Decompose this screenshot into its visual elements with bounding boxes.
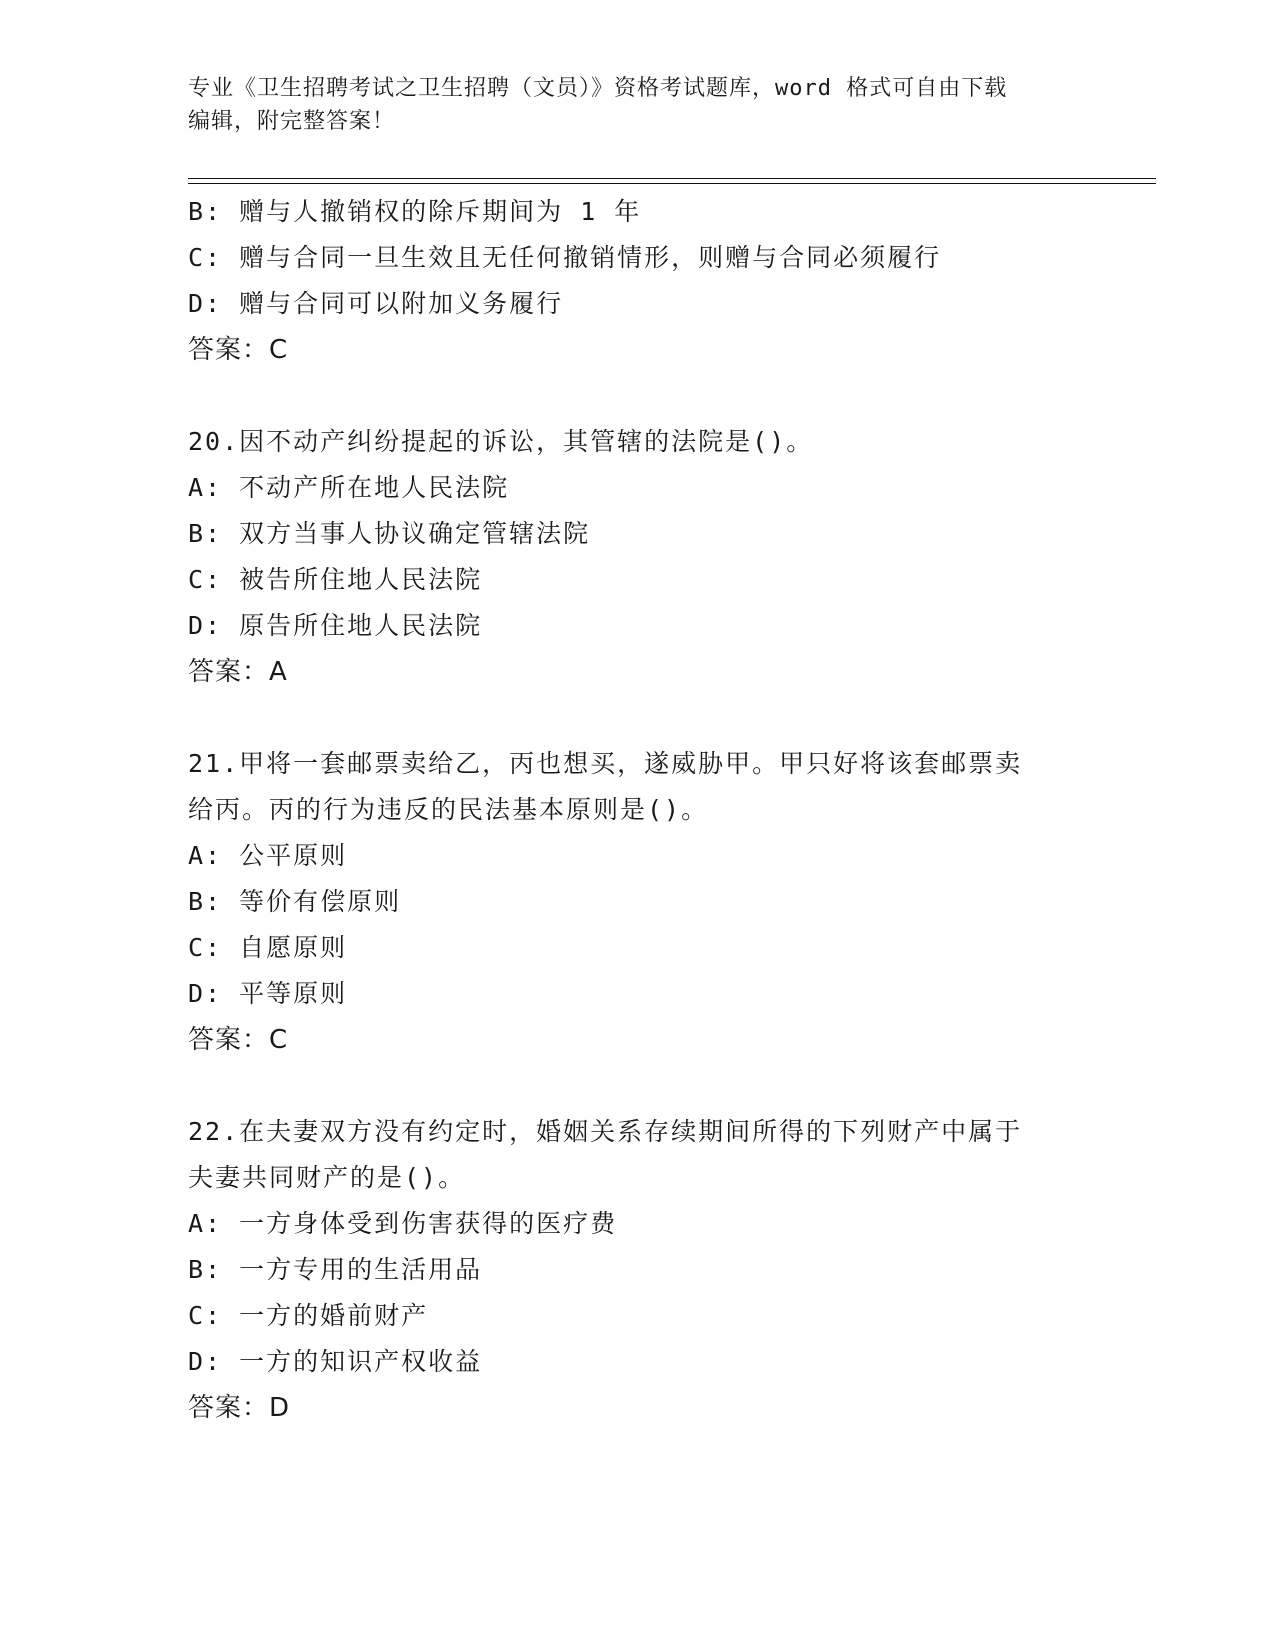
option-d: D: 赠与合同可以附加义务履行 [188, 289, 564, 318]
option-c: C: 自愿原则 [188, 933, 348, 962]
option-c: C: 赠与合同一旦生效且无任何撤销情形，则赠与合同必须履行 [188, 243, 942, 272]
question-stem: 20.因不动产纠纷提起的诉讼，其管辖的法院是()。 [188, 427, 814, 456]
question-20 [188, 419, 1148, 695]
question-stem-continued: 给丙。丙的行为违反的民法基本原则是()。 [188, 795, 709, 824]
option-a: A: 不动产所在地人民法院 [188, 473, 510, 502]
header-divider-bottom [188, 183, 1156, 184]
answer: 答案：C [188, 1025, 289, 1055]
option-b: B: 双方当事人协议确定管辖法院 [188, 519, 591, 548]
question-list [188, 189, 1148, 1431]
question-21 [188, 741, 1148, 1063]
question-stem: 22.在夫妻双方没有约定时，婚姻关系存续期间所得的下列财产中属于 [188, 1117, 1023, 1146]
option-b: B: 等价有偿原则 [188, 887, 402, 916]
spacer [188, 1063, 1148, 1109]
option-b: B: 一方专用的生活用品 [188, 1255, 483, 1284]
document-header [188, 72, 1088, 138]
question-22 [188, 1109, 1148, 1431]
spacer [188, 695, 1148, 741]
question-19-continued [188, 189, 1148, 373]
answer: 答案：C [188, 335, 289, 365]
question-stem-continued: 夫妻共同财产的是()。 [188, 1163, 466, 1192]
option-d: D: 一方的知识产权收益 [188, 1347, 483, 1376]
option-b: B: 赠与人撤销权的除斥期间为 1 年 [188, 197, 642, 226]
option-d: D: 平等原则 [188, 979, 348, 1008]
header-divider-top [188, 178, 1156, 179]
header-line-2: 编辑，附完整答案！ [188, 109, 396, 134]
option-c: C: 被告所住地人民法院 [188, 565, 483, 594]
question-stem: 21.甲将一套邮票卖给乙，丙也想买，遂威胁甲。甲只好将该套邮票卖 [188, 749, 1023, 778]
header-line-1: 专业《卫生招聘考试之卫生招聘（文员）》资格考试题库，word 格式可自由下载 [188, 76, 1008, 101]
option-a: A: 公平原则 [188, 841, 348, 870]
answer: 答案：A [188, 657, 288, 687]
option-c: C: 一方的婚前财产 [188, 1301, 429, 1330]
answer: 答案：D [188, 1393, 291, 1423]
spacer [188, 373, 1148, 419]
option-d: D: 原告所住地人民法院 [188, 611, 483, 640]
option-a: A: 一方身体受到伤害获得的医疗费 [188, 1209, 618, 1238]
